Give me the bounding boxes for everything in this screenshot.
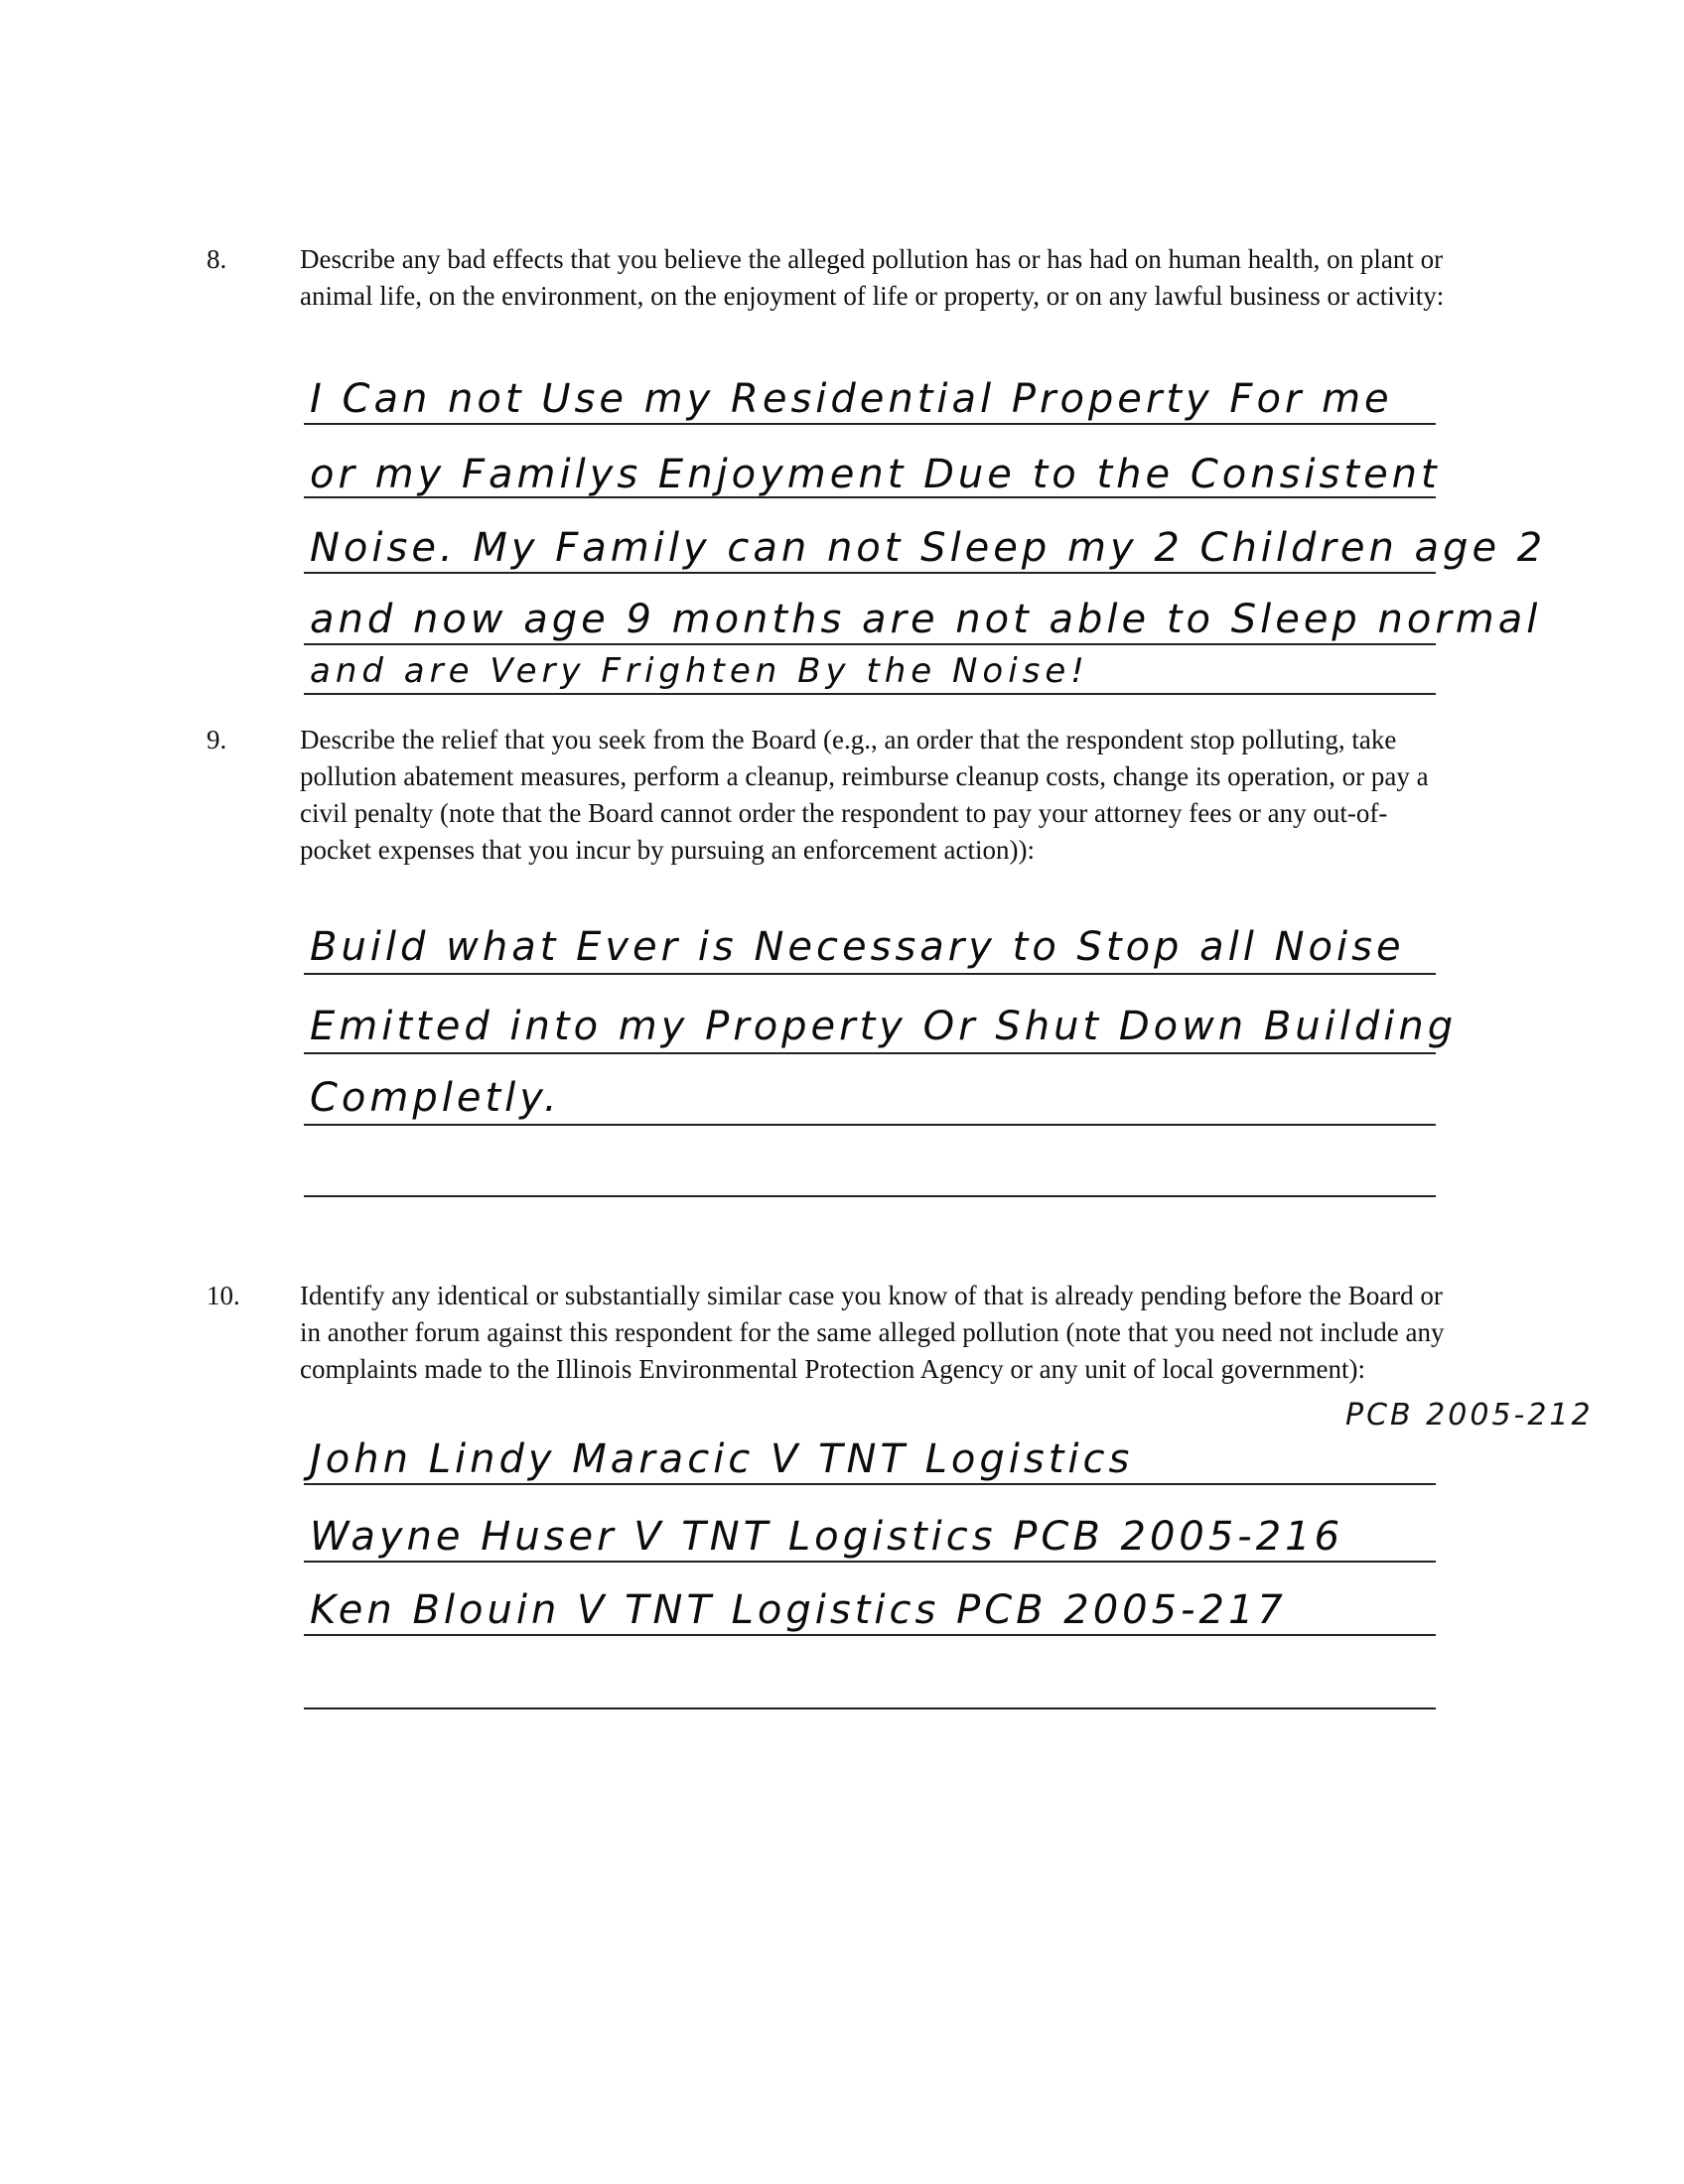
- q10-answer-line-2: Wayne Huser V TNT Logistics PCB 2005-216: [310, 1514, 1344, 1560]
- q8-rule-1: [304, 423, 1436, 425]
- q10-rule-3: [304, 1634, 1436, 1636]
- q9-rule-3: [304, 1124, 1436, 1126]
- q8-answer-line-1: I Can not Use my Residential Property For me: [310, 376, 1393, 422]
- q10-rule-2: [304, 1561, 1436, 1563]
- q8-answer-line-5: and are Very Frighten By the Noise!: [310, 651, 1089, 691]
- q9-rule-2: [304, 1052, 1436, 1054]
- q10-answer-line-3: Ken Blouin V TNT Logistics PCB 2005-217: [310, 1587, 1287, 1633]
- q10-rule-1: [304, 1483, 1436, 1485]
- q8-rule-4: [304, 643, 1436, 645]
- q9-answer-line-3: Completly.: [310, 1075, 561, 1121]
- q8-rule-3: [304, 572, 1436, 574]
- margin-case-note: PCB 2005-212: [1345, 1398, 1594, 1433]
- q8-rule-5: [304, 693, 1436, 695]
- question-10-number: 10.: [207, 1281, 240, 1310]
- q9-rule-1: [304, 973, 1436, 975]
- q8-answer-line-3: Noise. My Family can not Sleep my 2 Children age 2: [310, 525, 1547, 571]
- q9-answer-line-2: Emitted into my Property Or Shut Down Building: [310, 1004, 1458, 1049]
- q9-rule-4: [304, 1195, 1436, 1197]
- question-9-number: 9.: [207, 725, 227, 754]
- q8-answer-line-2: or my Familys Enjoyment Due to the Consistent: [310, 452, 1441, 497]
- q9-answer-line-1: Build what Ever is Necessary to Stop all Noise: [310, 924, 1405, 970]
- q8-rule-2: [304, 496, 1436, 498]
- q10-rule-4: [304, 1707, 1436, 1709]
- question-8-prompt: Describe any bad effects that you believe the alleged pollution has or has had on human health, on plant or animal life, on the environment, on the enjoyment of life or property, or on any lawful business or activity:: [300, 244, 1445, 311]
- q10-answer-line-1: John Lindy Maracic V TNT Logistics: [310, 1436, 1134, 1482]
- q8-answer-line-4: and now age 9 months are not able to Sleep normal: [310, 597, 1542, 642]
- question-10-prompt: Identify any identical or substantially similar case you know of that is already pending before the Board or in another forum against this respondent for the same alleged pollution (note that you need not include any complaints made to the Illinois Environmental Protection Agency or any unit of local government):: [300, 1281, 1445, 1384]
- question-9-prompt: Describe the relief that you seek from the Board (e.g., an order that the respondent stop polluting, take pollution abatement measures, perform a cleanup, reimburse cleanup costs, change its operation, or pay a civil penalty (note that the Board cannot order the respondent to pay your attorney fees or any out-of-pocket expenses that you incur by pursuing an enforcement action)):: [300, 725, 1429, 865]
- question-8-number: 8.: [207, 244, 227, 274]
